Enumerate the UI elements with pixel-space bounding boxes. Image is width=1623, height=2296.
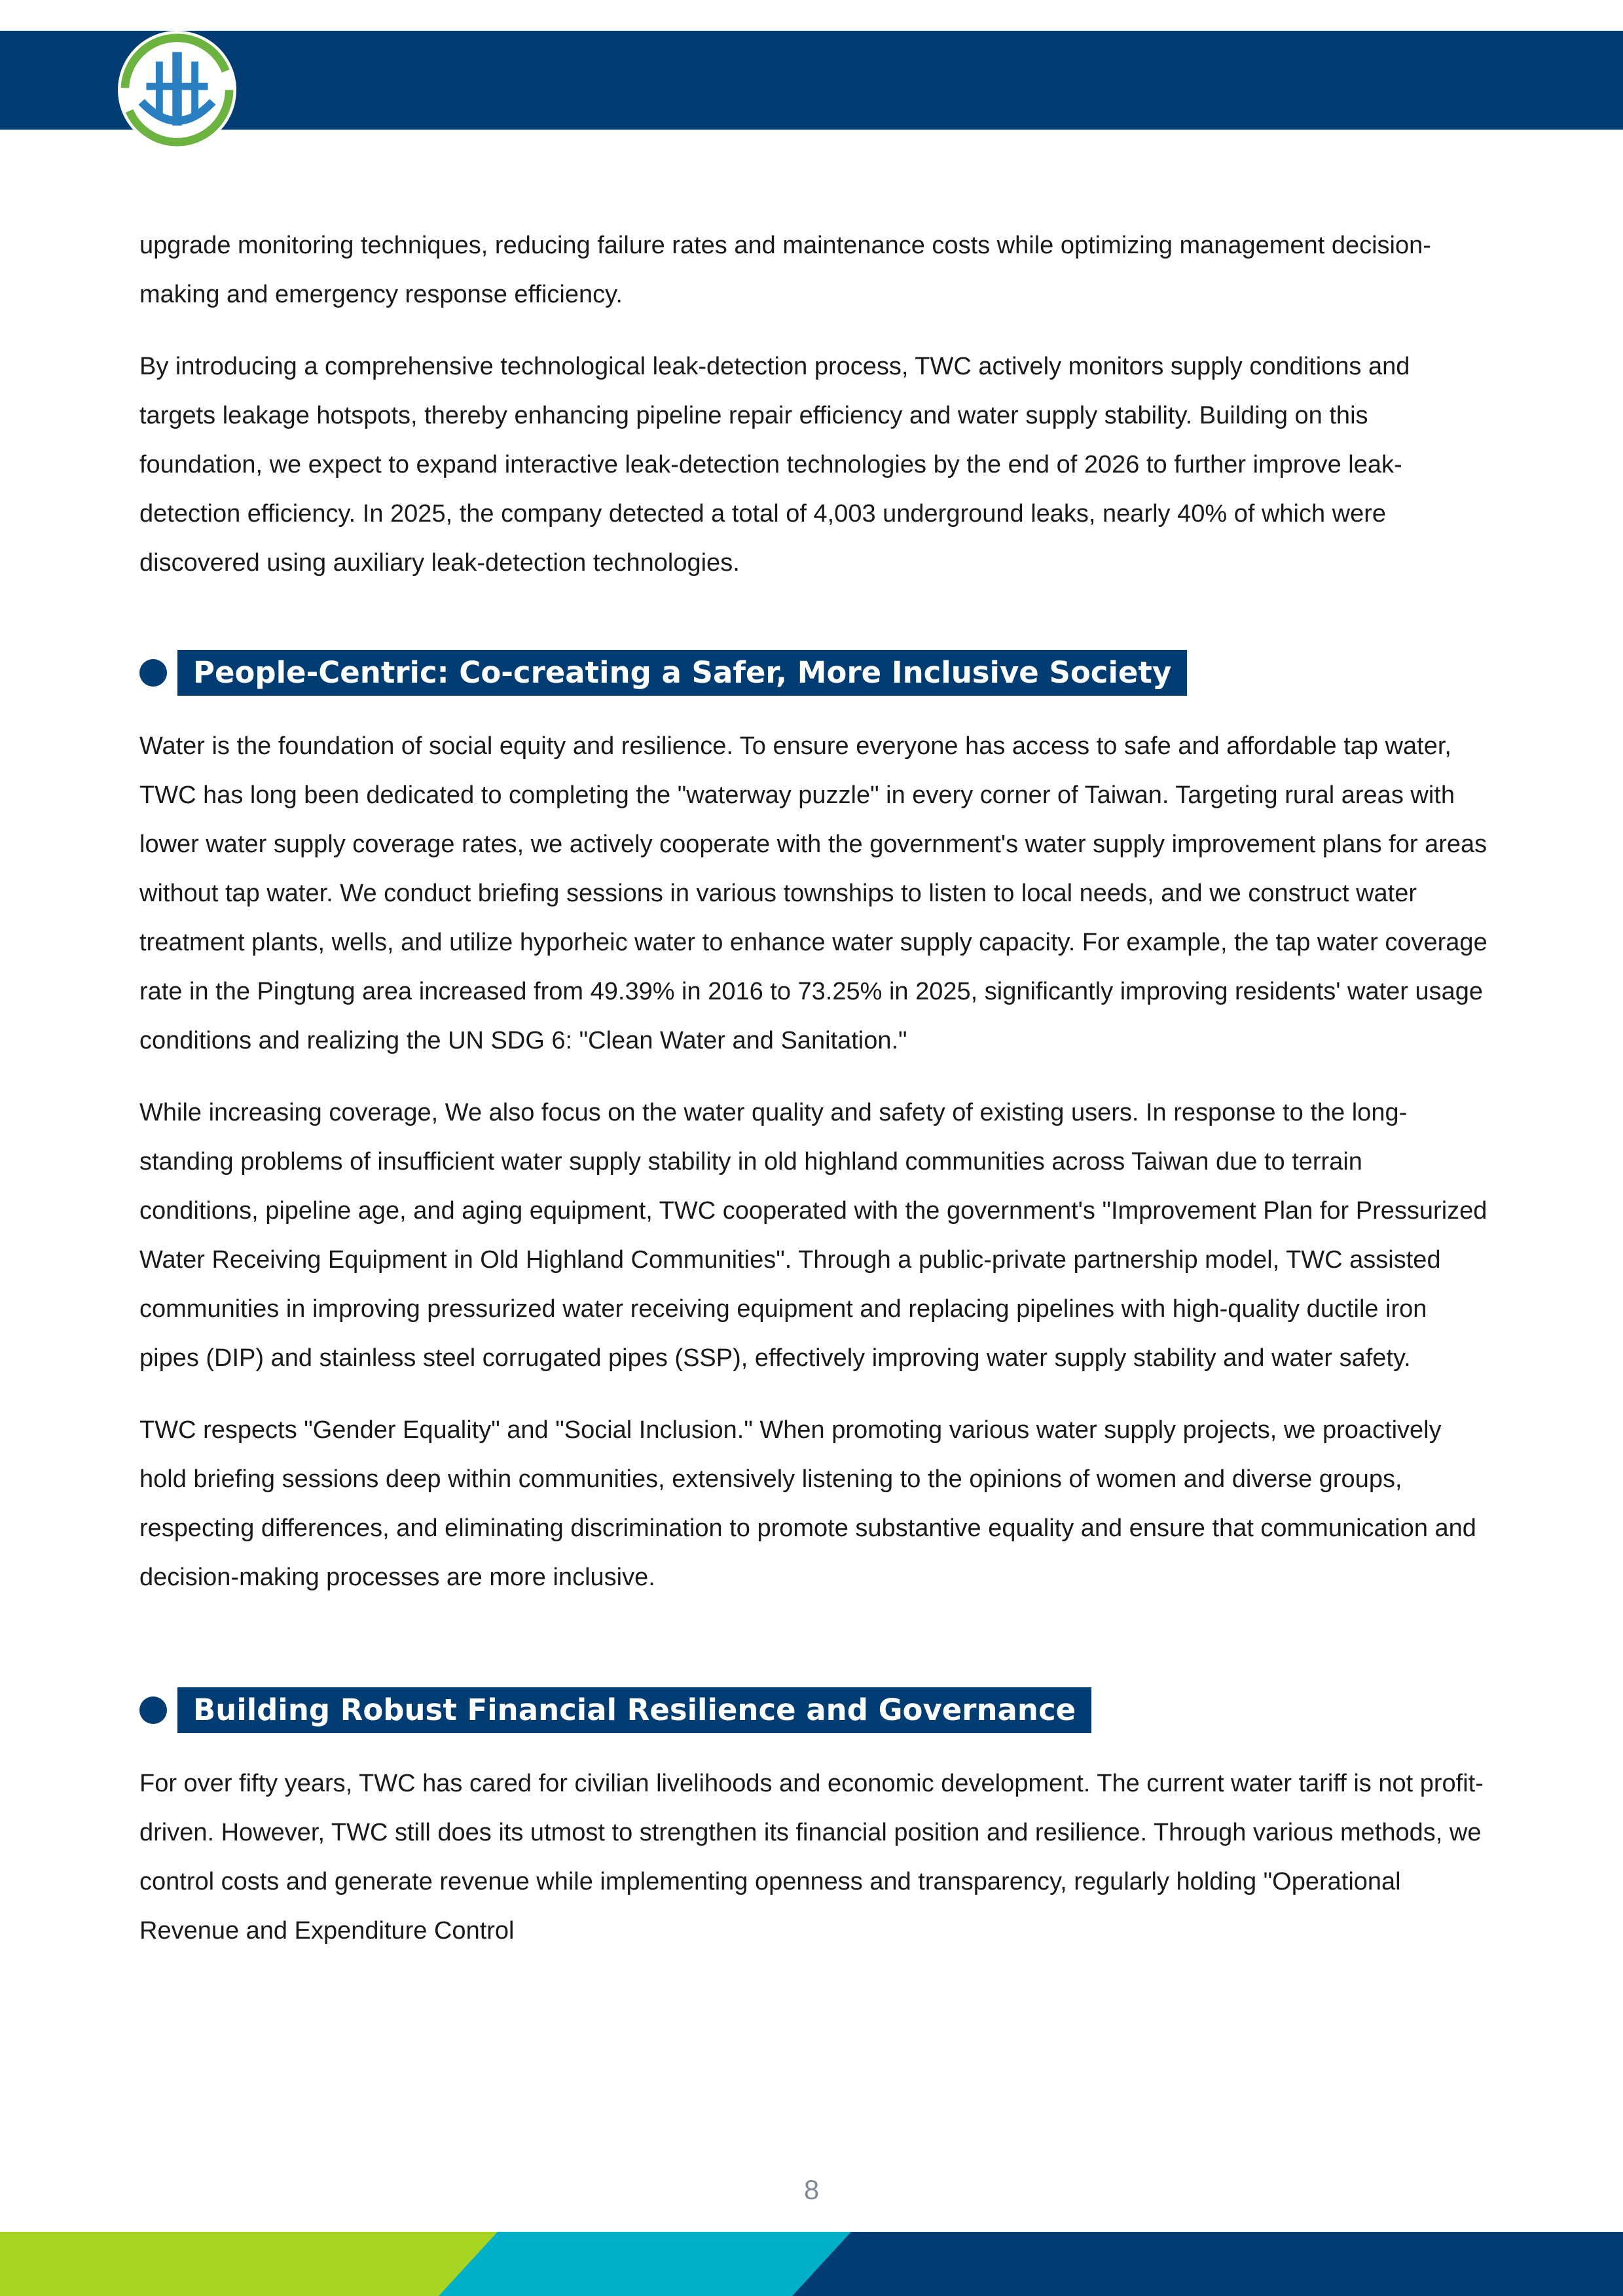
footer-green-band (0, 2232, 498, 2296)
twc-logo-icon (118, 31, 236, 149)
section-heading-financial-resilience (139, 1687, 1488, 1733)
paragraph-leak-detection: By introducing a comprehensive technological leak-detection process, TWC actively monitors supply conditions and targets leakage hotspots, thereby enhancing pipeline repair efficiency and water supply stability. Building on this foundation, we expect to expand interactive leak-detection technologies by the end of 2026 to further improve leak-detection efficiency. In 2025, the company detected a total of 4,003 underground leaks, nearly 40% of which were discovered using auxiliary leak-detection technologies. (139, 353, 1410, 577)
header-bar (0, 31, 1623, 130)
section-title: People-Centric: Co-creating a Safer, More Inclusive Society (177, 650, 1187, 696)
section-title: Building Robust Financial Resilience and Governance (177, 1687, 1091, 1733)
section-heading-people-centric (139, 650, 1488, 696)
logo-graphic (118, 31, 236, 149)
paragraph-gender-equality: TWC respects "Gender Equality" and "Social Inclusion." When promoting various water supply projects, we proactively hold briefing sessions deep within communities, extensively listening to the opinions of women and diverse groups, respecting differences, and eliminating discrimination to promote substantive equality and ensure that communication and decision-making processes are more inclusive. (139, 1416, 1476, 1591)
page-content (139, 221, 1488, 1979)
footer-stripes (0, 2232, 1623, 2296)
bullet-icon (139, 659, 167, 687)
paragraph-financial: For over fifty years, TWC has cared for civilian livelihoods and economic development. The current water tariff is not profit-driven. However, TWC still does its utmost to strengthen its financial position and resilience. Through various methods, we control costs and generate revenue while implementing openness and transparency, regularly holding "Operational Revenue and Expenditure Control (139, 1770, 1484, 1945)
paragraph-highland-communities: While increasing coverage, We also focus on the water quality and safety of existing users. In response to the long-standing problems of insufficient water supply stability in old highland communities across Taiwan due to terrain conditions, pipeline age, and aging equipment, TWC cooperated with the government's "Improvement Plan for Pressurized Water Receiving Equipment in Old Highland Communities". Through a public-private partnership model, TWC assisted communities in improving pressurized water receiving equipment and replacing pipelines with high-quality ductile iron pipes (DIP) and stainless steel corrugated pipes (SSP), effectively improving water supply stability and water safety. (139, 1099, 1487, 1372)
page-number: 8 (803, 2174, 820, 2205)
bullet-icon (139, 1696, 167, 1724)
paragraph-social-equity: Water is the foundation of social equity and resilience. To ensure everyone has access to safe and affordable tap water, TWC has long been dedicated to completing the "waterway puzzle" in every corner of Taiwan. Targeting rural areas with lower water supply coverage rates, we actively cooperate with the government's water supply improvement plans for areas without tap water. We conduct briefing sessions in various townships to listen to local needs, and we construct water treatment plants, wells, and utilize hyporheic water to enhance water supply capacity. For example, the tap water coverage rate in the Pingtung area increased from 49.39% in 2016 to 73.25% in 2025, significantly improving residents' water usage conditions and realizing the UN SDG 6: "Clean Water and Sanitation." (139, 732, 1487, 1054)
footer-bar (0, 2232, 1623, 2296)
paragraph-intro-continued: upgrade monitoring techniques, reducing failure rates and maintenance costs while optimizing management decision-making and emergency response efficiency. (139, 232, 1431, 308)
